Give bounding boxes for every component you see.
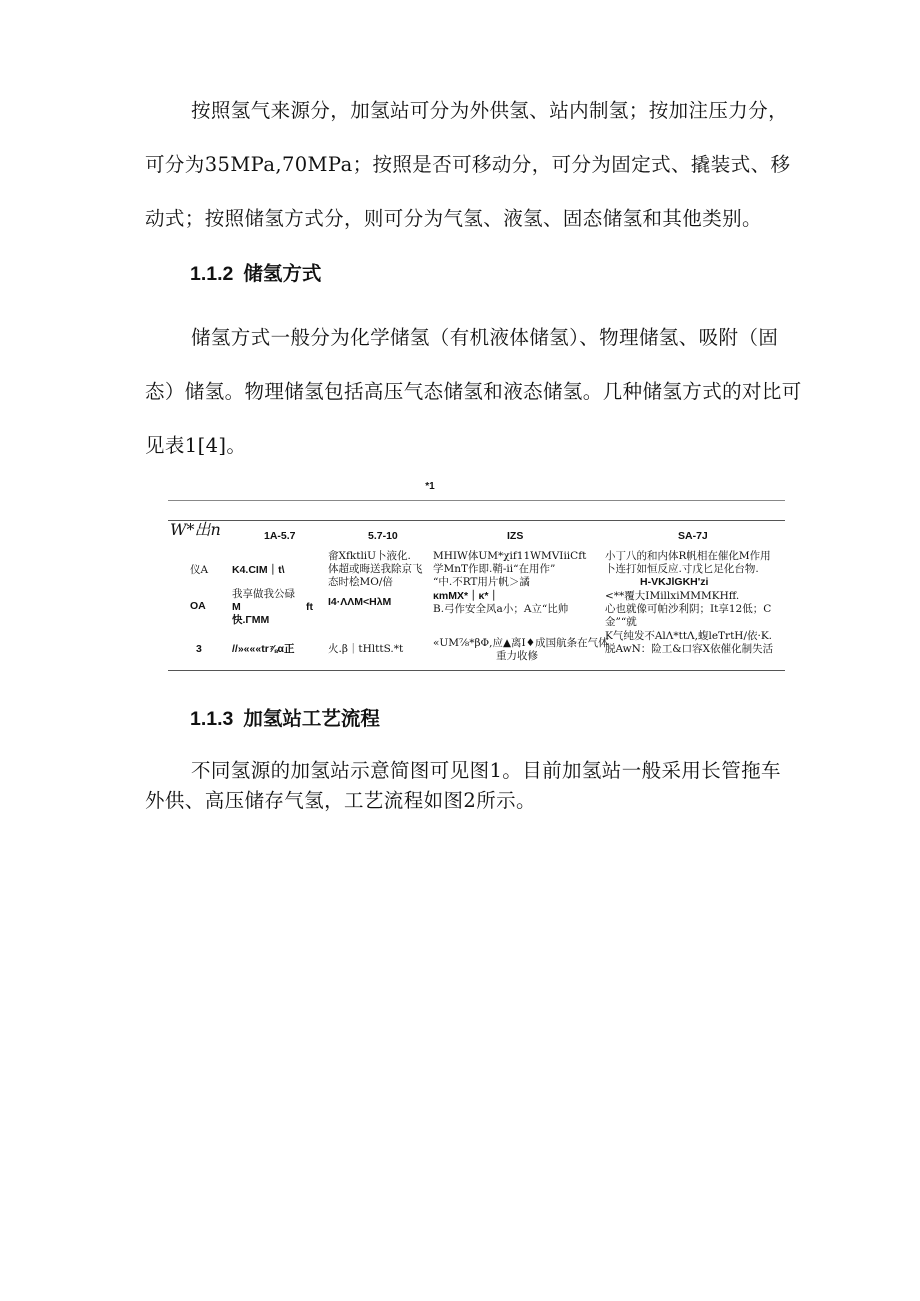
section-number: 1.1.3: [190, 708, 234, 730]
table-cell: 金”“就: [605, 616, 637, 628]
table-cell: M: [232, 601, 241, 613]
table-cell: 畲XfktliU卜液化.: [328, 550, 411, 562]
section-heading-storage-methods: [190, 258, 321, 286]
table-cell: 态时桧MO/倍: [328, 576, 393, 588]
table-cell: 脱AwN：险工&口容X依催化制失活: [605, 643, 774, 655]
table-cell: I4·ΛΛM<HλM: [328, 596, 392, 608]
paragraph-process-flow: 不同氢源的加氢站示意简图可见图1。目前加氢站一般采用长管拖车外供、高压储存气氢，工艺流程如图2所示。: [145, 759, 781, 812]
table-cell: K气纯发不AlΛ*ttΛ,蝮leTrtH/依·K.: [605, 630, 773, 642]
table-cell: 快.ΓMM: [232, 614, 270, 626]
table-header-rule: [168, 520, 785, 521]
table-row-label: 3: [196, 643, 202, 655]
table-caption: *1: [425, 481, 435, 492]
section-title: 储氢方式: [243, 262, 322, 285]
table-row-label: 仪A: [190, 564, 209, 576]
table-cell: 学MnT作即.鞘-ii“在用作”: [433, 563, 556, 575]
table-cell: ft: [306, 601, 313, 613]
table-cell: 卜连打如恒反应.寸戊匕足化台物.: [605, 563, 759, 575]
table-header-cell: SA-7J: [678, 530, 708, 542]
table-cell: 重力收修: [496, 650, 538, 662]
table-cell: 体超或晦送我除京飞: [328, 563, 423, 575]
table-header-cell: 1A-5.7: [264, 530, 296, 542]
table-cell: 火.β｜tHlttS.*t: [328, 643, 404, 655]
table-cell: B.弓作安全风a小；A立“比帅: [433, 603, 569, 615]
table-header-cell: IZS: [507, 530, 524, 542]
paragraph-storage-methods: 储氢方式一般分为化学储氢（有机液体储氢）、物理储氢、吸附（固态）储氢。物理储氢包括高压气态储氢和液态储氢。几种储氢方式的对比可见表1[4]。: [145, 326, 802, 457]
table-header-cell: W*出n: [170, 520, 221, 539]
table-cell: //»«««tr⅞α正: [232, 643, 295, 655]
table-cell: «UM⅞*βΦ,应▲离I♦成国航条在气体: [433, 637, 609, 649]
section-heading-process-flow: [190, 703, 380, 731]
table-header-cell: 5.7-10: [368, 530, 398, 542]
table-cell: H-VKJlGKH'zi: [640, 576, 709, 588]
table-cell: 我享做我公碌: [232, 588, 295, 600]
table-cell: κmMX*｜κ*｜: [433, 590, 499, 602]
table-cell: 心也就像可帕沙利阴；It享12低；C: [605, 603, 772, 615]
table-top-rule: [168, 500, 785, 501]
table-cell: K4.CIM｜t\: [232, 564, 285, 576]
paragraph-hydrogen-station-classification: 按照氢气来源分，加氢站可分为外供氢、站内制氢；按加注压力分，可分为35MPa,70MPa；按照是否可移动分，可分为固定式、撬装式、移动式；按照储氢方式分，则可分为气氢、液氢、固态储氢和其他类别。: [145, 99, 791, 230]
table-row-label: OA: [190, 600, 206, 612]
table-cell: MHIW体UM*χif11WMVIiiCft: [433, 550, 587, 562]
table-cell: “中.不RT用片帆＞譎: [433, 576, 530, 588]
table-bottom-rule: [168, 670, 785, 671]
table-cell: <**覆大IMillxiMMMKHff.: [605, 590, 740, 602]
table-cell: 小丁八的和内体R帆相在催化M作用: [605, 550, 771, 562]
section-number: 1.1.2: [190, 263, 234, 285]
section-title: 加氢站工艺流程: [243, 707, 380, 730]
